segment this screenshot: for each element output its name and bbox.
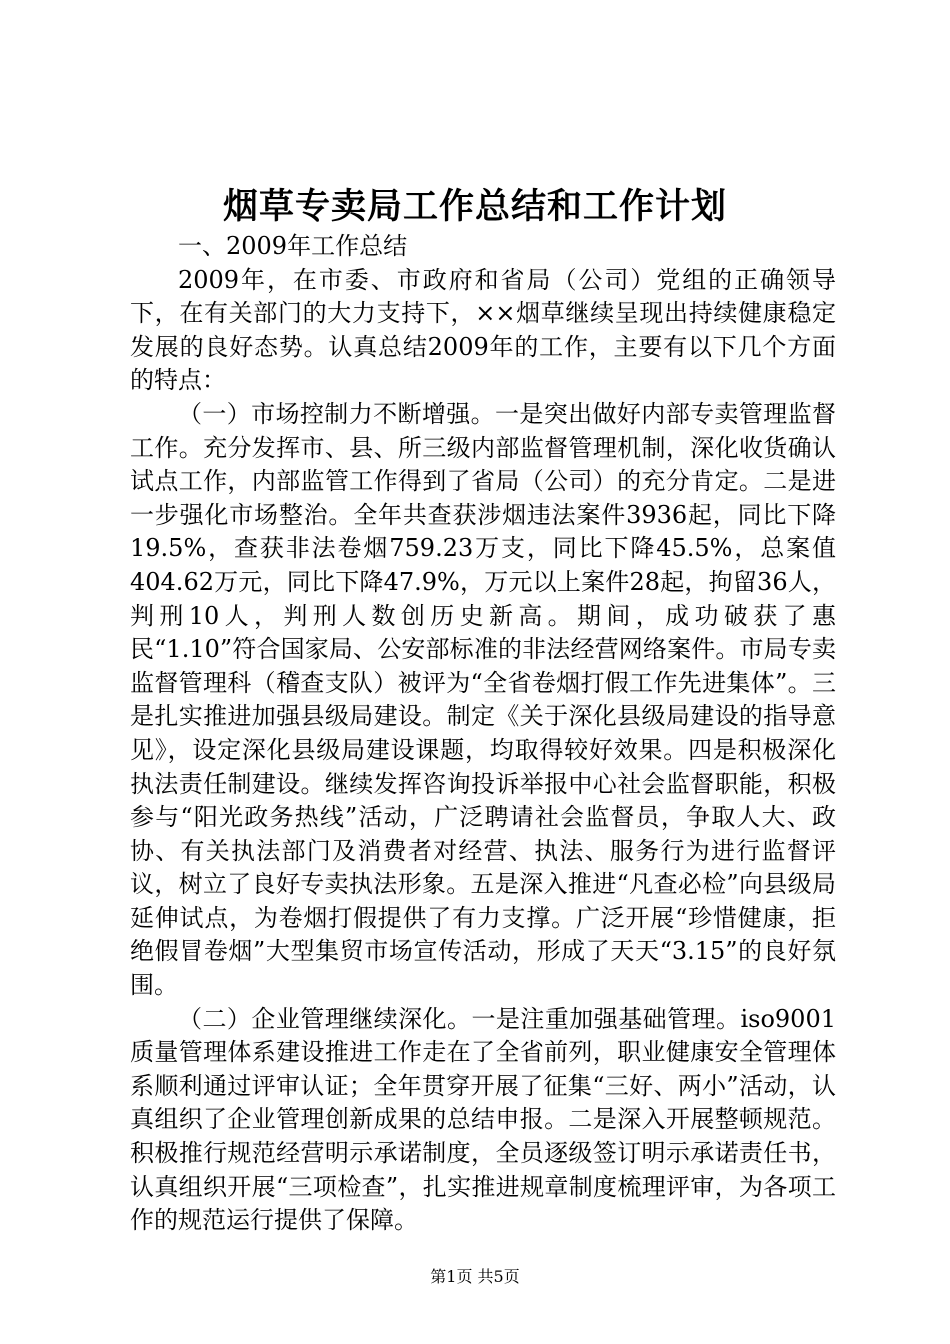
document-body [130,230,836,1238]
paragraph-intro: 2009年，在市委、市政府和省局（公司）党组的正确领导下，在有关部门的大力支持下，××烟草继续呈现出持续健康稳定发展的良好态势。认真总结2009年的工作，主要有以下几个方面的特点： [130,265,836,395]
paragraph-market-control: （一）市场控制力不断增强。一是突出做好内部专卖管理监督工作。充分发挥市、县、所三级内部监督管理机制，深化收货确认试点工作，内部监管工作得到了省局（公司）的充分肯定。二是进一步强化市场整治。全年共查获涉烟违法案件3936起，同比下降19.5%，查获非法卷烟759.23万支，同比下降45.5%，总案值404.62万元，同比下降47.9%，万元以上案件28起，拘留36人，判刑10人，判刑人数创历史新高。期间，成功破获了惠民“1.10”符合国家局、公安部标准的非法经营网络案件。市局专卖监督管理科（稽查支队）被评为“全省卷烟打假工作先进集体”。三是扎实推进加强县级局建设。制定《关于深化县级局建设的指导意见》，设定深化县级局建设课题，均取得较好效果。四是积极深化执法责任制建设。继续发挥咨询投诉举报中心社会监督职能，积极参与“阳光政务热线”活动，广泛聘请社会监督员，争取人大、政协、有关执法部门及消费者对经营、执法、服务行为进行监督评议，树立了良好专卖执法形象。五是深入推进“凡查必检”向县级局延伸试点，为卷烟打假提供了有力支撑。广泛开展“珍惜健康，拒绝假冒卷烟”大型集贸市场宣传活动，形成了天天“3.15”的良好氛围。 [130,399,836,1000]
section-heading: 一、2009年工作总结 [178,232,408,260]
page-number-footer: 第1页 共5页 [430,1267,520,1286]
document-title: 烟草专卖局工作总结和工作计划 [222,186,727,227]
paragraph-enterprise-management: （二）企业管理继续深化。一是注重加强基础管理。iso9001质量管理体系建设推进工作走在了全省前列，职业健康安全管理体系顺利通过评审认证；全年贯穿开展了征集“三好、两小”活动，认真组织了企业管理创新成果的总结申报。二是深入开展整顿规范。积极推行规范经营明示承诺制度，全员逐级签订明示承诺责任书，认真组织开展“三项检查”，扎实推进规章制度梳理评审，为各项工作的规范运行提供了保障。 [130,1004,836,1235]
